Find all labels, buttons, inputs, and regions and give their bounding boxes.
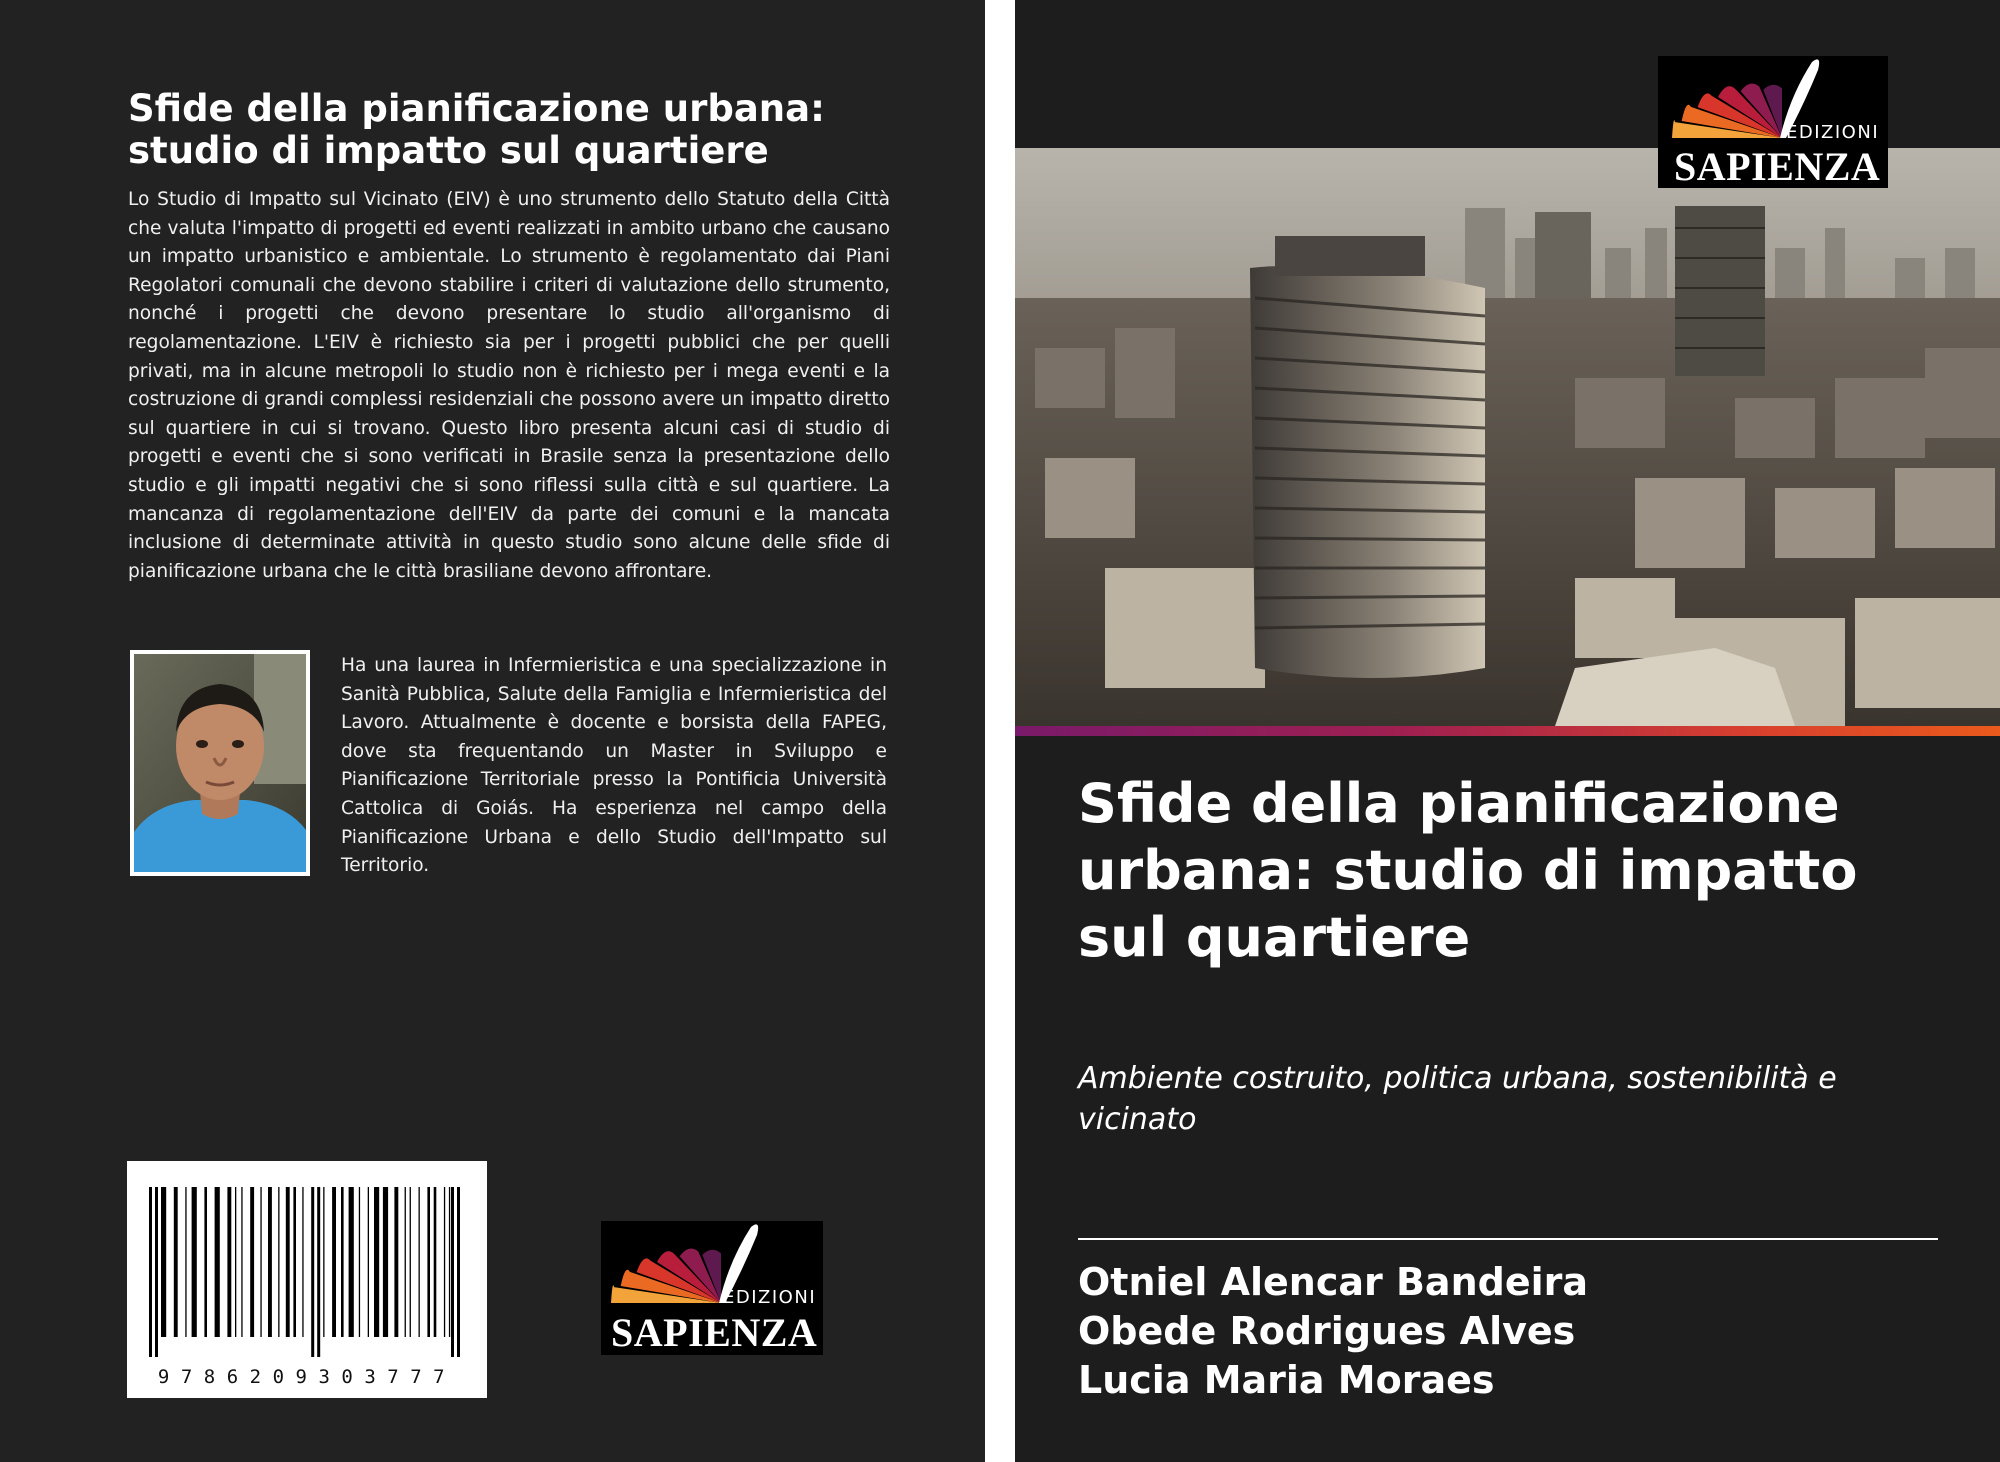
barcode-bar (215, 1187, 220, 1337)
publisher-logo-back (601, 1221, 823, 1355)
barcode-bar (260, 1187, 261, 1337)
barcode-bar (374, 1187, 379, 1337)
front-cover (1015, 0, 2000, 1462)
barcode-bar (235, 1187, 236, 1337)
barcode-bar (405, 1187, 406, 1337)
logo-sapienza-text: SAPIENZA (1674, 144, 1881, 189)
author-name: Obede Rodrigues Alves (1078, 1309, 1576, 1353)
back-cover-title: Sfide della pianificazione urbana: studio di impatto sul quartiere (128, 87, 825, 172)
author-photo (130, 650, 310, 876)
divider (1078, 1238, 1938, 1240)
barcode-bar (341, 1187, 344, 1337)
back-cover-blurb: Lo Studio di Impatto sul Vicinato (EIV) è uno strumento dello Statuto della Città che valuta l'impatto di progetti ed eventi realizzati in ambito urbano che causano un impatto urbanistico e ambientale. Lo strumento è regolamentato dai Piani Regolatori comunali che devono stabilire i criteri di valutazione dello strumento, nonché i progetti che devono presentare lo studio all'organismo di regolamentazione. L'EIV è richiesto sia per i progetti pubblici che per quelli privati, ma in alcune metropoli lo studio non è richiesto per i mega eventi e la costruzione di grandi complessi residenziali che possono avere un impatto diretto sul quartiere in cui si trovano. Questo libro presenta alcuni casi di studio di progetti e eventi che si sono verificati in Brasile senza la presentazione dello studio e gli impatti negativi che si sono riflessi sulla città e sul quartiere. La mancanza di regolamentazione dell'EIV da parte dei comuni e la mancata inclusione di determinate attività in questo studio sono alcune delle sfide di pianificazione urbana che le città brasiliane devono affrontare. (128, 189, 890, 582)
barcode-bar (451, 1187, 454, 1357)
barcode-bar (332, 1187, 336, 1337)
logo-edizioni-text: EDIZIONI (723, 1287, 817, 1308)
publisher-logo-front (1658, 56, 1888, 188)
front-cover-subtitle: Ambiente costruito, politica urbana, sostenibilità e vicinato (1078, 1061, 1837, 1137)
barcode-bar (419, 1187, 420, 1337)
author-bio: Ha una laurea in Infermieristica e una specializzazione in Sanità Pubblica, Salute della Famiglia e Infermieristica del Lavoro. Attualmente è docente e borsista della FAPEG, dove sta frequentando un Master in Sviluppo e Pianificazione Territoriale presso la Pontificia Università Cattolica di Goiás. Ha esperienza nel campo della Pianificazione Urbana e dello Studio dell'Impatto sul Territorio. (341, 655, 887, 877)
barcode-bar (149, 1187, 152, 1357)
barcode-bar (410, 1187, 411, 1337)
isbn-barcode (127, 1161, 487, 1398)
barcode-bar (457, 1187, 460, 1357)
barcode-bar (317, 1187, 320, 1357)
barcode-bar (192, 1187, 197, 1337)
front-cover-title: Sfide della pianificazione urbana: studio di impatto sul quartiere (1078, 772, 1858, 969)
barcode-bar (293, 1187, 296, 1337)
accent-stripe (1015, 726, 2000, 736)
logo-sapienza-text: SAPIENZA (611, 1310, 818, 1355)
barcode-bar (155, 1187, 158, 1357)
city-skyline-photo (1015, 148, 2000, 726)
back-cover (0, 0, 985, 1462)
isbn-digits: 9786209303777 (157, 1366, 457, 1388)
barcode-bar (268, 1187, 272, 1337)
barcode-bar (323, 1187, 324, 1337)
barcode-bar (302, 1187, 303, 1337)
author-list (1078, 1258, 1958, 1405)
barcode-bar (359, 1187, 360, 1337)
barcode-bar (241, 1187, 242, 1337)
barcode-bar (174, 1187, 178, 1337)
barcode-bar (449, 1187, 450, 1337)
author-name: Lucia Maria Moraes (1078, 1358, 1495, 1402)
barcode-bar (368, 1187, 369, 1337)
barcode-bar (383, 1187, 388, 1337)
barcode-bar (278, 1187, 279, 1337)
barcode-bar (427, 1187, 430, 1337)
barcode-bar (185, 1187, 186, 1337)
barcode-bar (394, 1187, 398, 1337)
author-name: Otniel Alencar Bandeira (1078, 1260, 1589, 1304)
barcode-bar (349, 1187, 354, 1337)
barcode-bar (250, 1187, 254, 1337)
barcode-bar (286, 1187, 290, 1337)
barcode-bar (444, 1187, 445, 1337)
barcode-bar (227, 1187, 231, 1337)
barcode-bar (204, 1187, 207, 1337)
barcode-bar (434, 1187, 437, 1337)
logo-edizioni-text: EDIZIONI (1786, 122, 1880, 143)
barcode-bar (311, 1187, 314, 1357)
barcode-bar (161, 1187, 166, 1337)
